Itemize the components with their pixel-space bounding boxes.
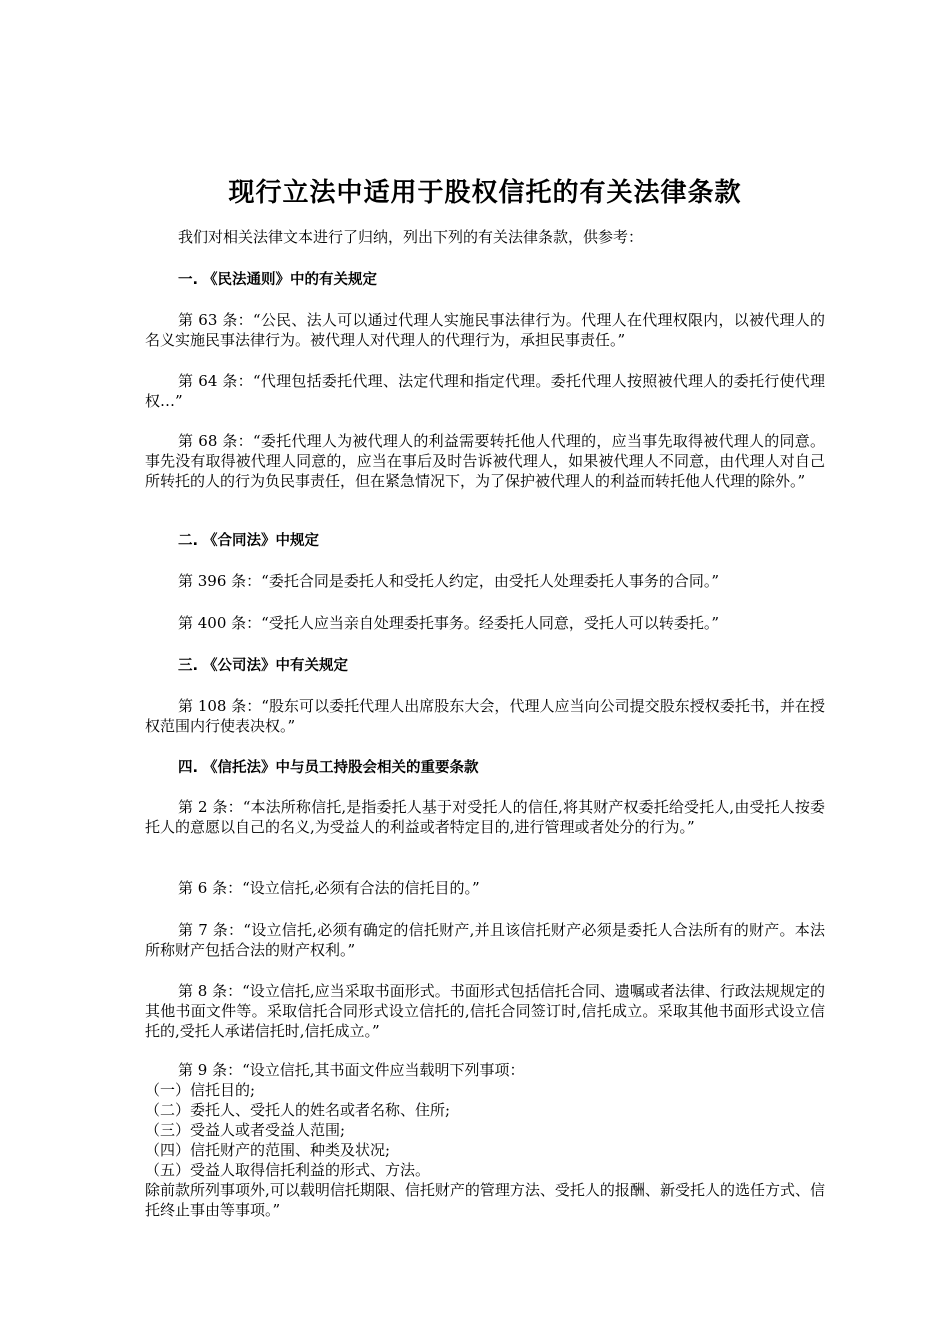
section-heading-company-law: 三. 《公司法》中有关规定 [178,658,349,674]
article-9-items [145,1080,825,1180]
article-8: 第 8 条：“设立信托,应当采取书面形式。书面形式包括信托合同、遗嘱或者法律、行政法规规定的其他书面文件等。采取信托合同形式设立信托的,信托合同签订时,信托成立。采取其他书面形式设立信托的,受托人承诺信托时,信托成立。” [145,982,825,1040]
section-heading-contract-law: 二. 《合同法》中规定 [178,533,320,549]
article-68: 第 68 条：“委托代理人为被代理人的利益需要转托他人代理的，应当事先取得被代理人的同意。事先没有取得被代理人同意的，应当在事后及时告诉被代理人，如果被代理人不同意，由代理人对自己所转托的人的行为负民事责任，但在紧急情况下，为了保护被代理人的利益而转托他人代理的除外。” [145,432,825,490]
intro-paragraph: 我们对相关法律文本进行了归纳，列出下列的有关法律条款，供参考： [178,228,644,246]
list-item: （二）委托人、受托人的姓名或者名称、住所; [145,1101,451,1119]
list-item: （三）受益人或者受益人范围; [145,1121,346,1139]
list-item: （四）信托财产的范围、种类及状况; [145,1141,391,1159]
list-item: （五）受益人取得信托利益的形式、方法。 [145,1161,431,1179]
article-400: 第 400 条：“受托人应当亲自处理委托事务。经委托人同意，受托人可以转委托。” [178,614,720,632]
list-item: （一）信托目的; [145,1081,256,1099]
section-heading-civil-law: 一. 《民法通则》中的有关规定 [178,272,378,288]
article-9 [145,1060,825,1220]
article-63: 第 63 条：“公民、法人可以通过代理人实施民事法律行为。代理人在代理权限内，以被代理人的名义实施民事法律行为。被代理人对代理人的代理行为，承担民事责任。” [145,311,825,349]
article-396: 第 396 条：“委托合同是委托人和受托人约定，由受托人处理委托人事务的合同。” [178,572,720,590]
article-6: 第 6 条：“设立信托,必须有合法的信托目的。” [178,879,480,897]
article-7: 第 7 条：“设立信托,必须有确定的信托财产,并且该信托财产必须是委托人合法所有的财产。本法所称财产包括合法的财产权利。” [145,921,825,959]
article-108: 第 108 条：“股东可以委托代理人出席股东大会，代理人应当向公司提交股东授权委托书，并在授权范围内行使表决权。” [145,697,825,735]
section-heading-trust-law: 四. 《信托法》中与员工持股会相关的重要条款 [178,760,479,776]
article-2: 第 2 条：“本法所称信托,是指委托人基于对受托人的信任,将其财产权委托给受托人,由受托人按委托人的意愿以自己的名义,为受益人的利益或者特定目的,进行管理或者处分的行为。” [145,798,825,836]
article-9-lead: 第 9 条：“设立信托,其书面文件应当载明下列事项： [178,1061,525,1079]
article-64: 第 64 条：“代理包括委托代理、法定代理和指定代理。委托代理人按照被代理人的委托行使代理权…” [145,372,825,410]
article-9-tail: 除前款所列事项外,可以载明信托期限、信托财产的管理方法、受托人的报酬、新受托人的选任方式、信托终止事由等事项。” [145,1181,825,1219]
document-title: 现行立法中适用于股权信托的有关法律条款 [228,178,742,208]
